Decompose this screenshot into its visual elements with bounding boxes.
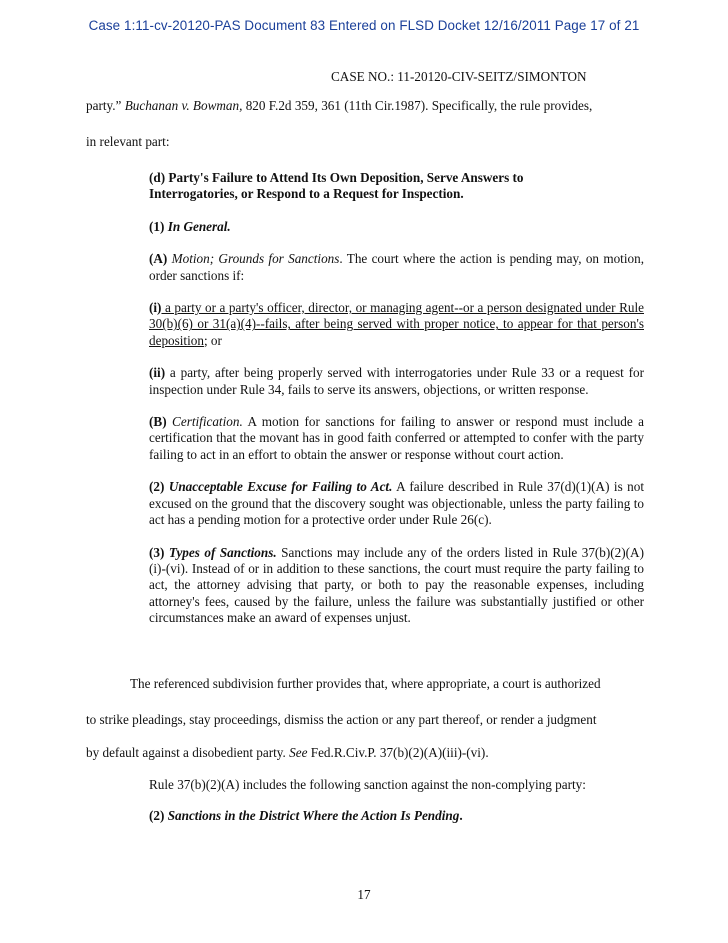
line1-post: 820 F.2d 359, 361 (11th Cir.1987). Specifically, the rule provides, [242, 98, 593, 113]
rule-2 [149, 479, 644, 528]
rule-ii [149, 365, 644, 398]
rule-b-text: A motion for sanctions for failing to answer or respond must include a certification that the movant has in good faith conferred or attempted to confer with the party failing to act in an effort to obtain the answer or response without court action. [149, 414, 644, 462]
line1-pre: party.” [86, 98, 125, 113]
rule-a [149, 251, 644, 284]
rule-general-title: In General. [167, 218, 231, 234]
rule-3-title: Types of Sanctions. [168, 544, 277, 560]
rule-2-num: (2) [149, 479, 169, 495]
sanctions-title: Sanctions in the District Where the Action Is Pending [167, 808, 460, 823]
body-line-2: in relevant part: [86, 134, 170, 149]
rule-heading-line2: Interrogatories, or Respond to a Request for Inspection. [149, 186, 464, 202]
rule-b-title: Certification. [166, 414, 243, 430]
rule-i-label: (i) [149, 300, 162, 316]
rule-i-underlined: a party or a party's officer, director, or managing agent--or a person designated under Rule 30(b)(6) or 31(a)(4)--fails, after being served with proper notice, to appear for that person's deposition [149, 300, 644, 348]
rule-i-tail: ; or [203, 332, 222, 348]
sanctions-num: (2) [149, 808, 168, 823]
case-citation: Buchanan v. Bowman, [124, 98, 243, 113]
body-line-1 [86, 98, 592, 114]
rule-block-quote [149, 170, 644, 627]
rule-i [149, 300, 644, 349]
rule-2-text: A failure described in Rule 37(d)(1)(A) is not excused on the ground that the discovery sought was objectionable, unless the party failing to act has a pending motion for a protective order under Rule 26(c). [149, 479, 644, 528]
case-number: CASE NO.: 11-20120-CIV-SEITZ/SIMONTON [331, 69, 587, 84]
rule-3-text: Sanctions may include any of the orders listed in Rule 37(b)(2)(A)(i)-(vi). Instead of or in addition to these sanctions, the court must require the party failing to act, the attorney advising that party, or both to pay the reasonable expenses, including attorney's fees, caused by the failure, unless the failure was substantially justified or other circumstances make an award of expenses unjust. [149, 544, 644, 626]
rule-b-label: (B) [149, 414, 167, 430]
rule-b [149, 414, 644, 463]
sanctions-heading [149, 808, 463, 824]
docket-stamp-header: Case 1:11-cv-20120-PAS Document 83 Entered on FLSD Docket 12/16/2011 Page 17 of 21 [88, 18, 640, 33]
para2-line1: The referenced subdivision further provides that, where appropriate, a court is authorized [130, 676, 601, 691]
rule-2-title: Unacceptable Excuse for Failing to Act. [168, 479, 393, 495]
para2-line2: to strike pleadings, stay proceedings, dismiss the action or any part thereof, or render a judgment [86, 712, 597, 727]
rule-ii-text: a party, after being properly served with interrogatories under Rule 33 or a request for inspection under Rule 34, fails to serve its answers, objections, or written response. [149, 365, 644, 397]
para2-line3 [86, 745, 489, 761]
see-signal: See [289, 745, 308, 760]
rule37-intro: Rule 37(b)(2)(A) includes the following sanction against the non-complying party: [149, 777, 586, 792]
rule-a-text: . The court where the action is pending may, on motion, order sanctions if: [149, 251, 644, 283]
rule-3 [149, 545, 644, 627]
rule-general [149, 219, 644, 235]
rule-a-title: Motion; Grounds for Sanctions [167, 251, 340, 267]
rule-a-label: (A) [149, 251, 168, 267]
para2-line3-pre: by default against a disobedient party. [86, 745, 290, 760]
rule-3-num: (3) [149, 544, 169, 560]
rule-general-num: (1) [149, 218, 168, 234]
rule-heading [149, 170, 644, 203]
para2-line3-post: Fed.R.Civ.P. 37(b)(2)(A)(iii)-(vi). [307, 745, 489, 760]
page-number: 17 [357, 887, 371, 902]
rule-heading-line1: (d) Party's Failure to Attend Its Own Deposition, Serve Answers to [149, 170, 524, 185]
rule-ii-label: (ii) [149, 365, 166, 381]
sanctions-period: . [459, 808, 463, 823]
